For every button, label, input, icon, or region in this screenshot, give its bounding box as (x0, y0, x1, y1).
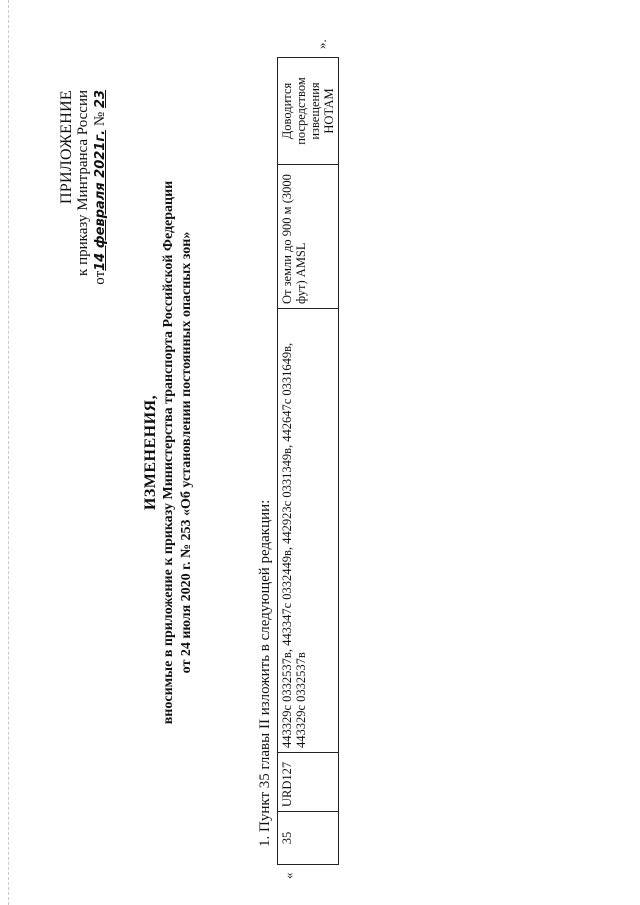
open-quote: « (281, 872, 296, 879)
appendix-block (58, 90, 109, 285)
handwritten-number: 23 (93, 90, 108, 109)
heading-line2: от 24 июля 2020 г. № 253 «Об установлении постоянных опасных зон» (179, 231, 194, 674)
zones-table (277, 57, 339, 865)
cell-coordinates: 443329с 0332537в, 443347с 0332449в, 442923с 0331349в, 442647с 0331649в, 443329с 0332537в (278, 309, 339, 753)
cell-num: 35 (278, 812, 339, 865)
heading-block (142, 0, 196, 905)
cell-code: URD127 (278, 753, 339, 812)
paragraph: 1. Пункт 35 главы II изложить в следующей редакции: (257, 499, 273, 847)
number-label: № (92, 111, 108, 127)
from-prefix: от (92, 270, 108, 285)
cell-notice: Доводится посредством извещения НОТАМ (278, 58, 339, 165)
appendix-date-line (92, 90, 109, 285)
heading-title: ИЗМЕНЕНИЯ, (142, 394, 159, 511)
appendix-line: к приказу Минтранса России (75, 90, 91, 276)
appendix-title: ПРИЛОЖЕНИЕ (58, 90, 75, 205)
close-quote: ». (314, 39, 329, 49)
cell-altitude: От земли до 900 м (3000 фут) AMSL (278, 165, 339, 309)
table-row (278, 58, 339, 865)
heading-line1: вносимые в приложение к приказу Министерства транспорта Российской Федерации (161, 180, 176, 725)
handwritten-date: 14 февраля 2021г. (93, 129, 108, 271)
